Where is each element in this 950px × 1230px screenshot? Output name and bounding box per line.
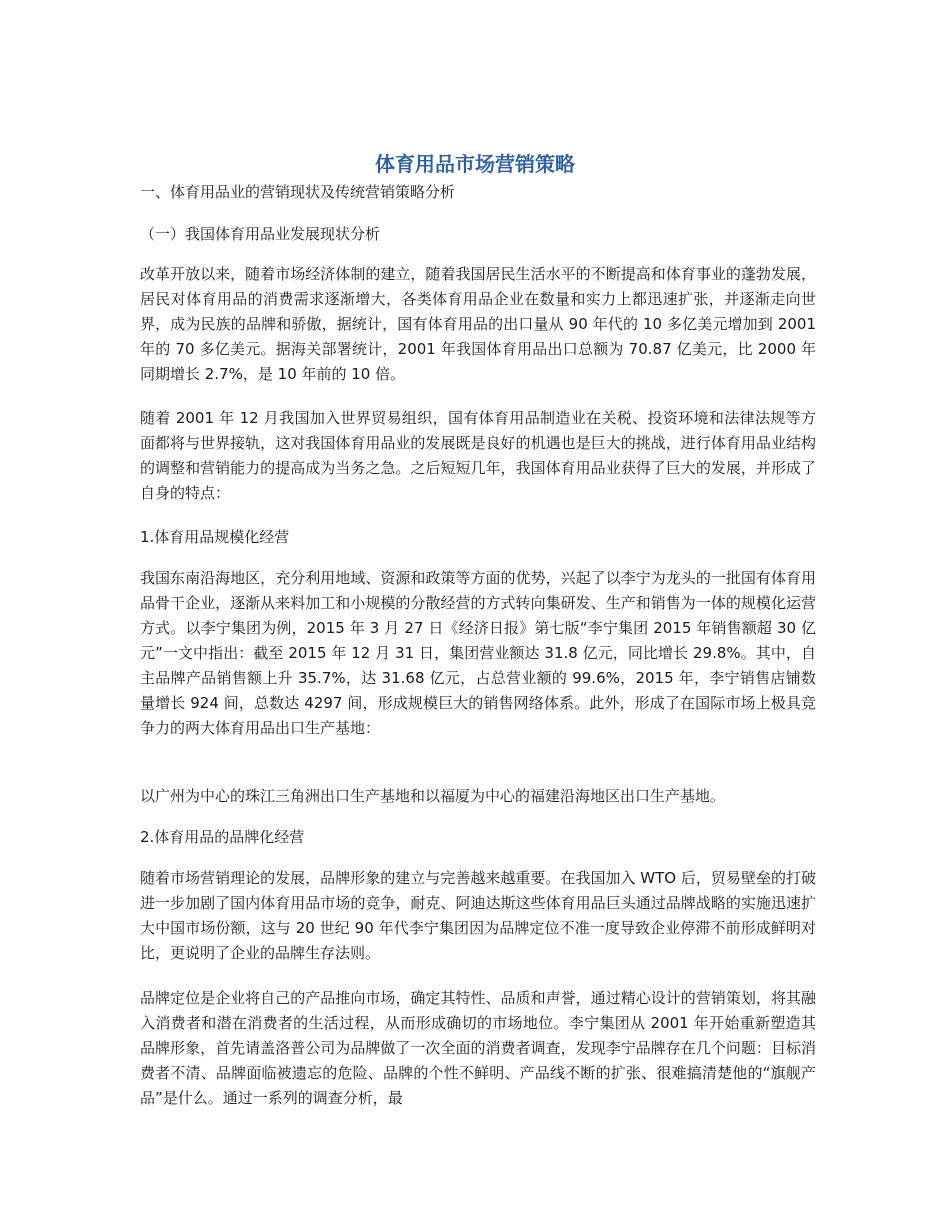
paragraph-export-bases: 以广州为中心的珠江三角洲出口生产基地和以福厦为中心的福建沿海地区出口生产基地。	[140, 787, 726, 805]
subheading-brand-operation: 2.体育用品的品牌化经营	[140, 828, 305, 846]
paragraph-li-ning-scale: 我国东南沿海地区，充分利用地域、资源和政策等方面的优势，兴起了以李宁为龙头的一批国有体育用品骨干企业，逐渐从来料加工和小规模的分散经营的方式转向集研发、生产和销售为一体的规模化运营方式。以李宁集团为例，2015 年 3 月 27 日《经济日报》第七版“李宁集团 2015 年销售额超 30 亿元”一文中指出：截至 2015 年 12 月 31 日，集团营业额达 31.8 亿元，同比增长 29.8%。其中，自主品牌产品销售额上升 35.7%，达 31.68 亿元，占总营业额的 99.6%，2015 年，李宁销售店铺数量增长 924 间，总数达 4297 间，形成规模巨大的销售网络体系。此外，形成了在国际市场上极具竞争力的两大体育用品出口生产基地：	[140, 569, 816, 737]
subheading-scale-operation: 1.体育用品规模化经营	[140, 528, 290, 546]
paragraph-brand-importance: 随着市场营销理论的发展，品牌形象的建立与完善越来越重要。在我国加入 WTO 后，贸易壁垒的打破进一步加剧了国内体育用品市场的竞争，耐克、阿迪达斯这些体育用品巨头通过品牌战略的实施迅速扩大中国市场份额，这与 20 世纪 90 年代李宁集团因为品牌定位不准一度导致企业停滞不前形成鲜明对比，更说明了企业的品牌生存法则。	[140, 869, 816, 962]
document-title: 体育用品市场营销策略	[375, 152, 575, 176]
paragraph-development-status: 改革开放以来，随着市场经济体制的建立，随着我国居民生活水平的不断提高和体育事业的蓬勃发展，居民对体育用品的消费需求逐渐增大，各类体育用品企业在数量和实力上都迅速扩张，并逐渐走向世界，成为民族的品牌和骄傲，据统计，国有体育用品的出口量从 90 年代的 10 多亿美元增加到 2001 年的 70 多亿美元。据海关部署统计，2001 年我国体育用品出口总额为 70.87 亿美元，比 2000 年同期增长 2.7%，是 10 年前的 10 倍。	[140, 265, 816, 383]
paragraph-brand-positioning: 品牌定位是企业将自己的产品推向市场，确定其特性、品质和声誉，通过精心设计的营销策划，将其融入消费者和潜在消费者的生活过程，从而形成确切的市场地位。李宁集团从 2001 年开始重新塑造其品牌形象，首先请盖洛普公司为品牌做了一次全面的消费者调查，发现李宁品牌存在几个问题：目标消费者不清、品牌面临被遗忘的危险、品牌的个性不鲜明、产品线不断的扩张、很难搞清楚他的“旗舰产品”是什么。通过一系列的调查分析，最	[140, 989, 816, 1107]
paragraph-wto-entry: 随着 2001 年 12 月我国加入世界贸易组织，国有体育用品制造业在关税、投资环境和法律法规等方面都将与世界接轨，这对我国体育用品业的发展既是良好的机遇也是巨大的挑战，进行体育用品业结构的调整和营销能力的提高成为当务之急。之后短短几年，我国体育用品业获得了巨大的发展，并形成了自身的特点：	[140, 409, 816, 502]
section-heading: 一、体育用品业的营销现状及传统营销策略分析	[140, 183, 456, 201]
subsection-heading: （一）我国体育用品业发展现状分析	[140, 225, 381, 243]
